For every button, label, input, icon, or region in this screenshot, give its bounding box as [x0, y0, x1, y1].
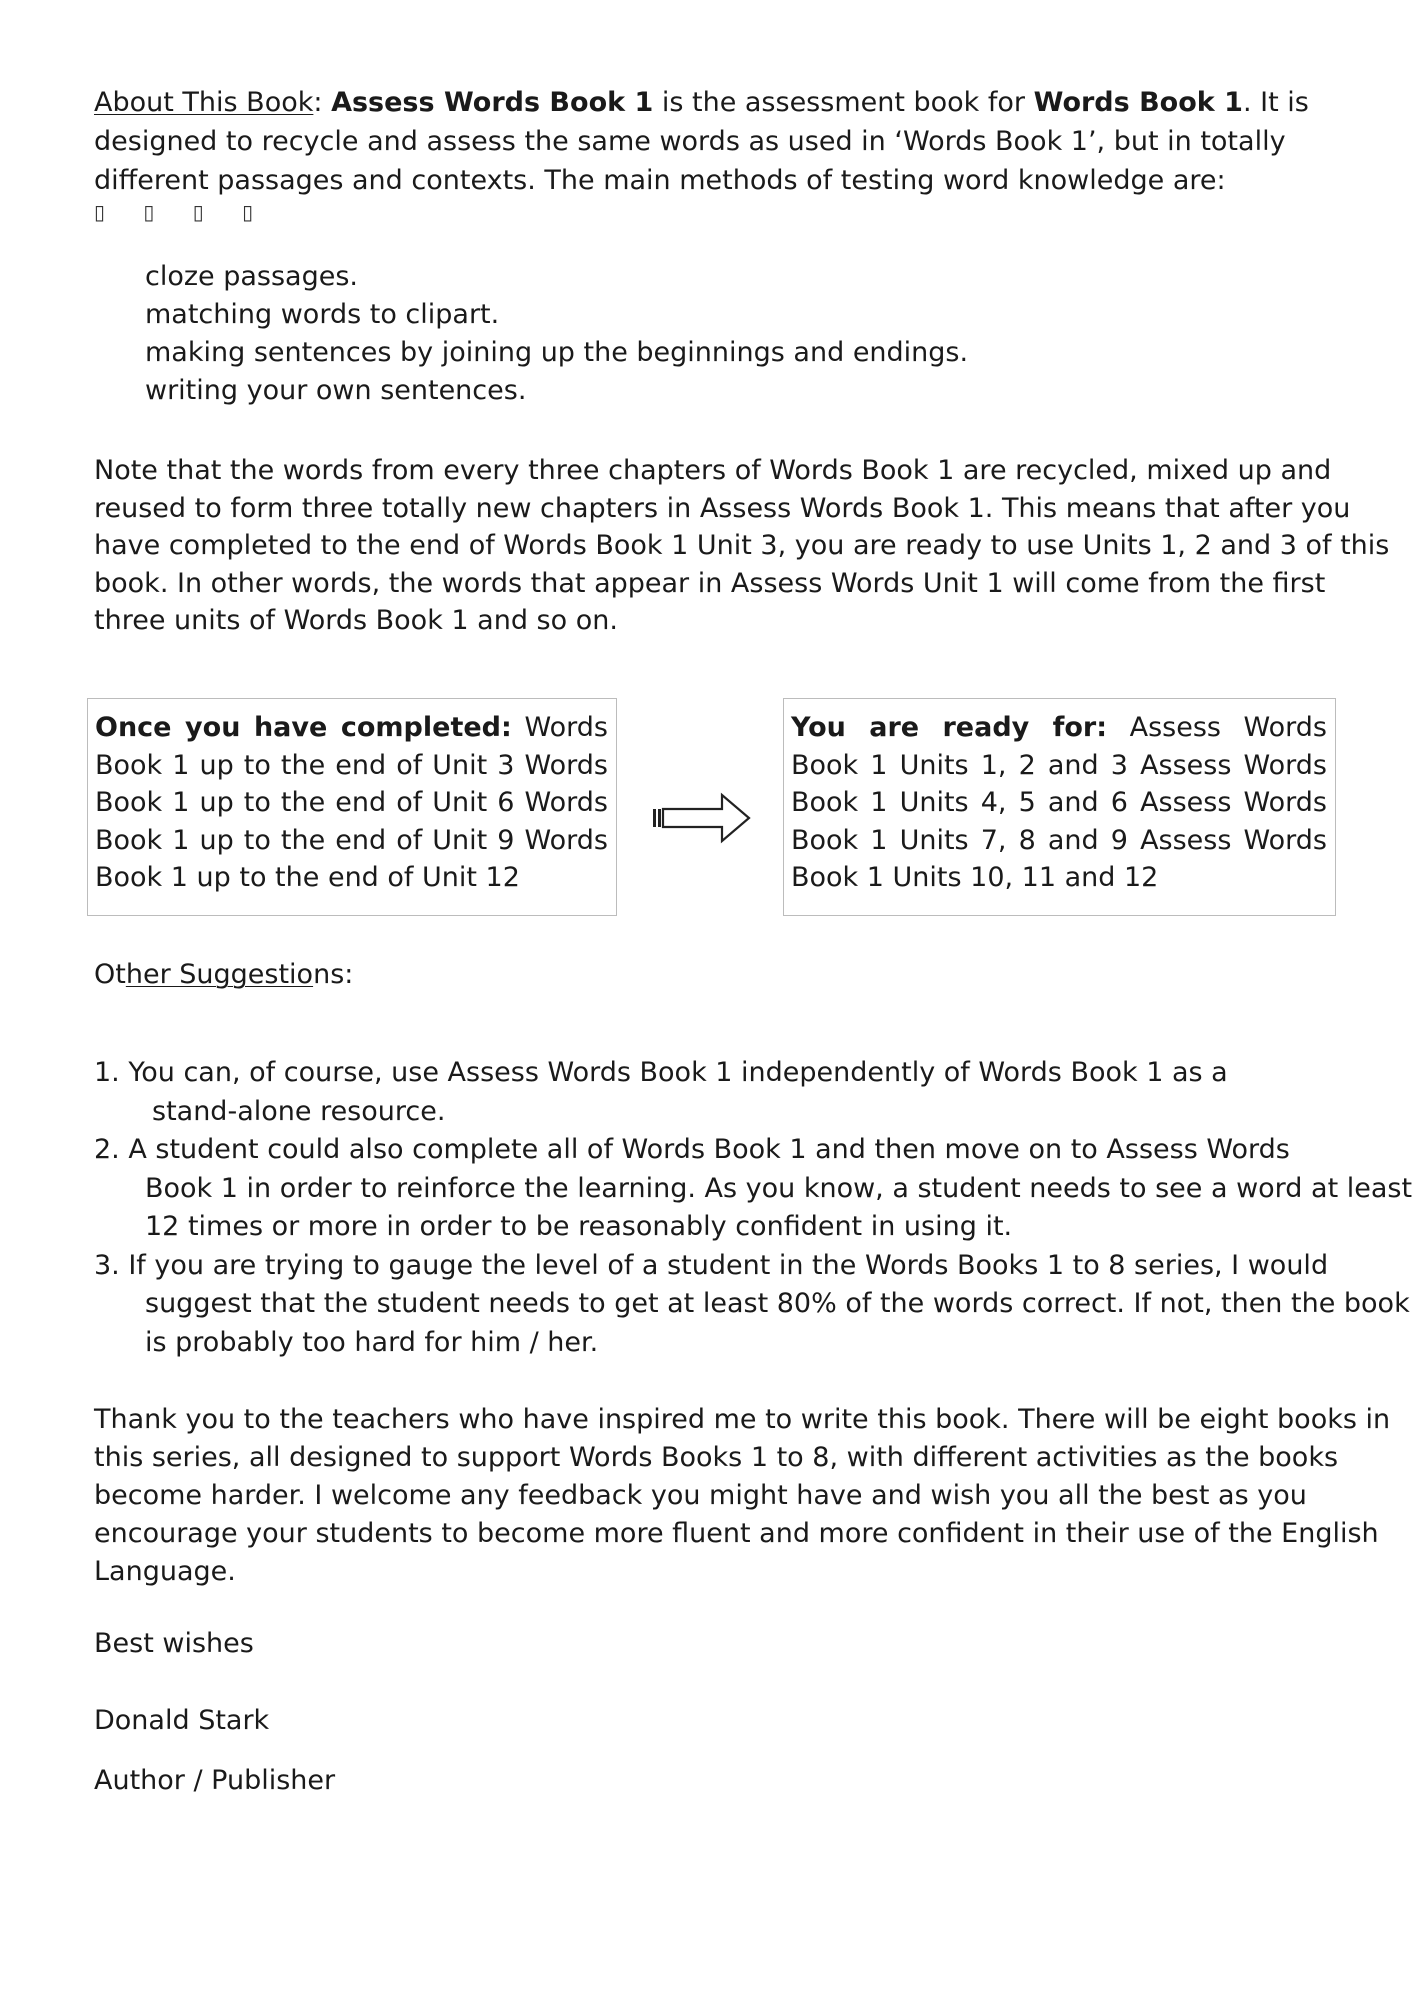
- note-paragraph: Note that the words from every three chapters of Words Book 1 are recycled, mixed up and reused to form three totally new chapters in Assess Words Book 1. This means that after you have completed to the end of Words Book 1 Unit 3, you are ready to use Units 1, 2 and 3 of this book. In other words, the words that appear in Assess Words Unit 1 will come from the first three units of Words Book 1 and so on.: [94, 455, 1390, 636]
- completed-text: Words Book 1 up to the end of Unit 3 Words Book 1 up to the end of Unit 6 Words Book 1 up to the end of Unit 9 Words Book 1 up to the end of Unit 12: [95, 712, 608, 893]
- author-role: Author / Publisher: [94, 1765, 336, 1796]
- ready-heading: You are ready for:: [791, 712, 1108, 743]
- about-paragraph: About This Book: Assess Words Book 1 is the assessment book for Words Book 1. It is designed to recycle and assess the same words as used in ‘Words Book 1’, but in totally different passages and contexts. The main methods of testing word knowledge are:: [94, 87, 1309, 196]
- completed-heading: Once you have completed:: [95, 712, 512, 743]
- other-suggestions-heading: Other Suggestions:: [94, 959, 354, 990]
- list-item: cloze passages.: [145, 261, 358, 292]
- list-item: matching words to clipart.: [145, 299, 500, 330]
- list-item: making sentences by joining up the beginnings and endings.: [145, 337, 969, 368]
- suggestions-list: 1. You can, of course, use Assess Words Book 1 independently of Words Book 1 as a stand-alone resource. 2. A student could also complete all of Words Book 1 and then move on to Assess Words Book 1 in order to reinforce the learning. As you know, a student needs to see a word at least 12 times or more in order to be reasonably confident in using it. 3. If you are trying to gauge the level of a student in the Words Books 1 to 8 series, I would suggest that the student needs to get at least 80% of the words correct. If not, then the book is probably too hard for him / her.: [94, 1054, 1354, 1362]
- list-item: 3. If you are trying to gauge the level of a student in the Words Books 1 to 8 series, I would: [94, 1249, 1329, 1281]
- testing-methods-list: [145, 258, 968, 410]
- book-title: Assess Words Book 1: [331, 87, 654, 118]
- closing-text: Best wishes: [94, 1628, 254, 1659]
- about-label: About This Book: [94, 87, 314, 118]
- bullet-placeholder-glyphs: ▯ ▯ ▯ ▯: [94, 200, 270, 224]
- ready-text: Assess Words Book 1 Units 1, 2 and 3 Assess Words Book 1 Units 4, 5 and 6 Assess Words Book 1 Units 7, 8 and 9 Assess Words Book 1 Units 10, 11 and 12: [791, 712, 1328, 893]
- thanks-paragraph: Thank you to the teachers who have inspired me to write this book. There will be eight books in this series, all designed to support Words Books 1 to 8, with different activities as the books become harder. I welcome any feedback you might have and wish you all the best as you encourage your students to become more fluent and more confident in their use of the English Language.: [94, 1404, 1391, 1587]
- right-arrow-icon: [652, 790, 752, 846]
- ready-box: [783, 698, 1336, 916]
- book-reference: Words Book 1: [1033, 87, 1243, 118]
- list-item: writing your own sentences.: [145, 375, 527, 406]
- list-item: 2. A student could also complete all of Words Book 1 and then move on to Assess Words: [94, 1134, 1290, 1165]
- completed-box: [87, 698, 617, 916]
- author-name: Donald Stark: [94, 1705, 270, 1736]
- list-item: 1. You can, of course, use Assess Words Book 1 independently of Words Book 1 as a: [94, 1057, 1228, 1088]
